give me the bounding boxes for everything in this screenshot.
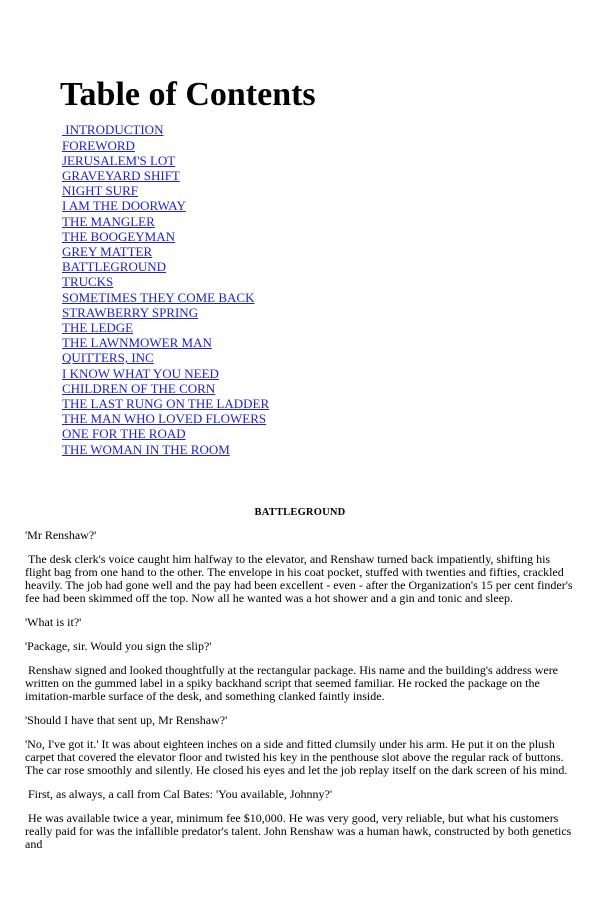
toc-link[interactable]: BATTLEGROUND [62,259,166,275]
toc-link[interactable]: GREY MATTER [62,244,153,260]
toc-link[interactable]: THE MAN WHO LOVED FLOWERS [62,411,267,427]
toc-list [62,122,600,456]
toc-link[interactable]: JERUSALEM'S LOT [62,152,176,168]
story-paragraph: He was available twice a year, minimum fee $10,000. He was very good, very reliable, but what his customers really paid for was the infallible predator's talent. John Renshaw was a human hawk, constructed by both genetics and [25,810,575,851]
story-paragraph: 'Package, sir. Would you sign the slip?' [25,638,212,653]
story-paragraph: 'No, I've got it.' It was about eighteen inches on a side and fitted clumsily under his arm. He put it on the plush carpet that covered the elevator floor and twisted his key in the penthouse slot above the regular rack of buttons. The car rose smoothly and silently. He closed his eyes and let the job replay itself on the dark screen of his mind. [25,736,568,777]
toc-link[interactable]: CHILDREN OF THE CORN [62,380,216,396]
story-paragraph: 'What is it?' [25,614,82,629]
toc-link[interactable]: THE LEDGE [62,320,134,336]
story-paragraph: Renshaw signed and looked thoughtfully at the rectangular package. His name and the building's address were written on the gummed label in a spiky backhand script that seemed familiar. He rocked the package on the imitation-marble surface of the desk, and something clanked faintly inside. [25,662,562,703]
story-paragraph: 'Should I have that sent up, Mr Renshaw?' [25,712,228,727]
toc-link[interactable]: TRUCKS [62,274,114,290]
toc-link[interactable]: THE LAST RUNG ON THE LADDER [62,396,270,412]
toc-link[interactable]: STRAWBERRY SPRING [62,304,199,320]
toc-link[interactable]: FOREWORD [62,137,135,153]
toc-link[interactable]: I KNOW WHAT YOU NEED [62,365,219,381]
toc-link[interactable]: THE BOOGEYMAN [62,228,176,244]
toc-title: Table of Contents [60,76,316,113]
toc-link[interactable]: THE MANGLER [62,213,155,229]
story-section [0,507,600,851]
toc-link[interactable]: QUITTERS, INC [62,350,154,366]
story-body [25,529,575,851]
toc-link[interactable]: GRAVEYARD SHIFT [62,168,180,183]
toc-link[interactable]: INTRODUCTION [62,122,164,138]
story-title: BATTLEGROUND [254,506,346,518]
toc-link[interactable]: ONE FOR THE ROAD [62,426,186,442]
toc-link[interactable]: THE WOMAN IN THE ROOM [62,441,230,457]
toc-link[interactable]: I AM THE DOORWAY [62,198,186,214]
story-paragraph: 'Mr Renshaw?' [25,527,97,542]
toc-link[interactable]: NIGHT SURF [62,183,138,199]
toc-link[interactable]: THE LAWNMOWER MAN [62,335,212,351]
story-paragraph: The desk clerk's voice caught him halfway to the elevator, and Renshaw turned back impatiently, shifting his flight bag from one hand to the other. The envelope in his coat pocket, stuffed with twenties and fifties, crackled heavily. The job had gone well and the pay had been excellent - even - after the Organization's 15 per cent finder's fee had been skimmed off the top. Now all he wanted was a hot shower and a gin and tonic and sleep. [25,551,576,605]
story-paragraph: First, as always, a call from Cal Bates: 'You available, Johnny?' [25,786,333,801]
toc-link[interactable]: SOMETIMES THEY COME BACK [62,289,255,305]
